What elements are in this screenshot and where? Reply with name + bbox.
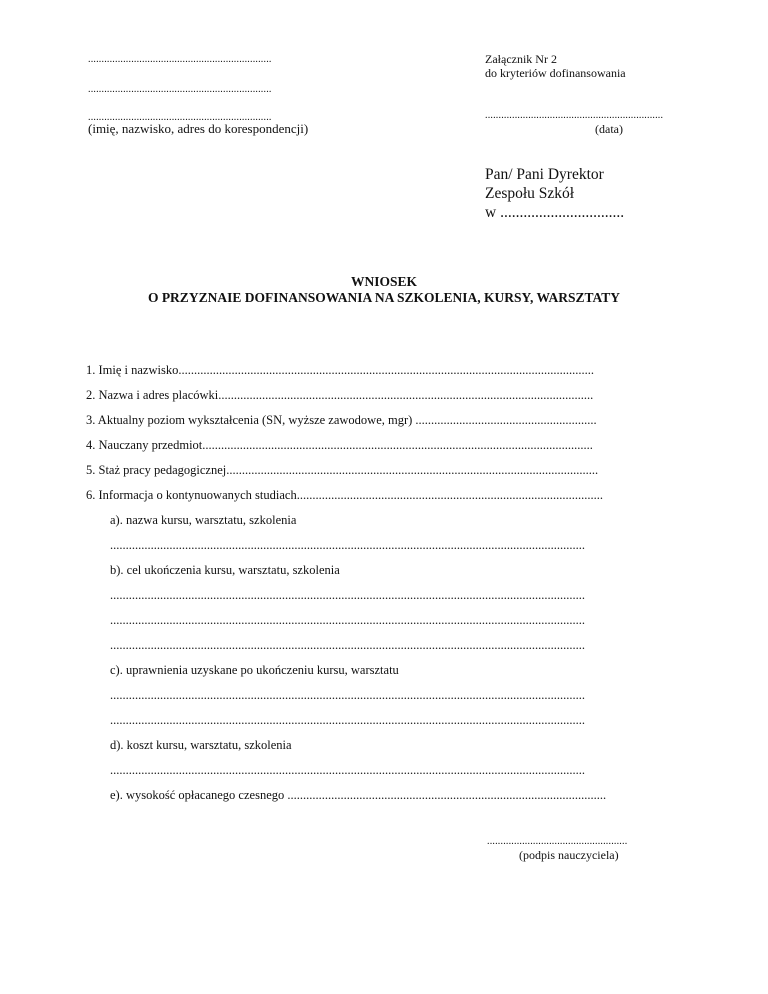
addressee-line-2: Zespołu Szkół: [485, 185, 575, 202]
subsection-d-label: d). koszt kursu, warsztatu, szkolenia: [110, 738, 292, 752]
sender-dots-line-2[interactable]: ....................................................................: [88, 84, 272, 95]
document-title: WNIOSEK: [350, 274, 418, 289]
date-label: (data): [595, 122, 623, 136]
field-education[interactable]: 3. Aktualny poziom wykształcenia (SN, wyższe zawodowe, mgr) ..........................................................: [86, 413, 597, 427]
signature-label: (podpis nauczyciela): [519, 848, 619, 862]
subsection-c-dots-1[interactable]: ........................................................................................................................................................: [110, 688, 585, 702]
subsection-c-dots-2[interactable]: ........................................................................................................................................................: [110, 713, 585, 727]
subsection-d-dots[interactable]: ........................................................................................................................................................: [110, 763, 585, 777]
field-subject[interactable]: 4. Nauczany przedmiot.............................................................................................................................: [86, 438, 593, 452]
subsection-a-label: a). nazwa kursu, warsztatu, szkolenia: [110, 513, 297, 527]
date-dots[interactable]: ..................................................................: [485, 110, 664, 121]
field-studies[interactable]: 6. Informacja o kontynuowanych studiach..................................................................................................: [86, 488, 603, 502]
field-name[interactable]: 1. Imię i nazwisko.....................................................................................................................................: [86, 363, 594, 377]
subsection-b-dots-1[interactable]: ........................................................................................................................................................: [110, 588, 585, 602]
subsection-c-label: c). uprawnienia uzyskane po ukończeniu kursu, warsztatu: [110, 663, 399, 677]
subsection-b-label: b). cel ukończenia kursu, warsztatu, szkolenia: [110, 563, 340, 577]
attachment-line-1: Załącznik Nr 2: [485, 52, 557, 66]
addressee-line-1: Pan/ Pani Dyrektor: [485, 166, 604, 183]
subsection-e-line[interactable]: e). wysokość opłacanego czesnego ......................................................................................................: [110, 788, 607, 802]
sender-dots-line-3[interactable]: ....................................................................: [88, 112, 272, 123]
sender-dots-line-1[interactable]: ....................................................................: [88, 54, 272, 65]
field-institution[interactable]: 2. Nazwa i adres placówki........................................................................................................................: [86, 388, 594, 402]
subsection-b-dots-2[interactable]: ........................................................................................................................................................: [110, 613, 585, 627]
attachment-line-2: do kryteriów dofinansowania: [485, 66, 626, 80]
subsection-b-dots-3[interactable]: ........................................................................................................................................................: [110, 638, 585, 652]
signature-dots[interactable]: ....................................................: [487, 836, 628, 847]
sender-label: (imię, nazwisko, adres do korespondencji): [88, 121, 309, 136]
field-seniority[interactable]: 5. Staż pracy pedagogicznej.......................................................................................................................: [86, 463, 599, 477]
document-subtitle: O PRZYZNAIE DOFINANSOWANIA NA SZKOLENIA, KURSY, WARSZTATY: [147, 290, 621, 305]
subsection-a-dots[interactable]: ........................................................................................................................................................: [110, 538, 585, 552]
addressee-line-3[interactable]: w ................................: [485, 204, 625, 221]
